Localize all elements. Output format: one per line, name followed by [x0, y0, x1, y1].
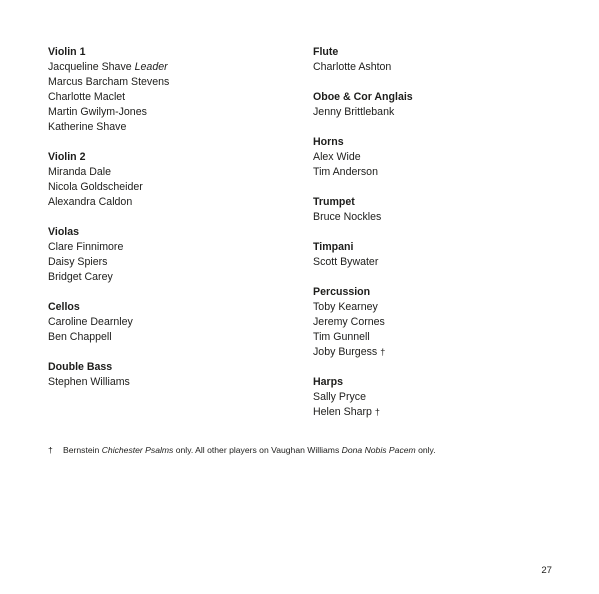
- section-violin-1: [48, 45, 298, 135]
- footnote-text: Bernstein: [63, 445, 102, 455]
- player-name: Scott Bywater: [313, 256, 379, 268]
- footnote-text: only.: [415, 445, 436, 455]
- player-entry: [313, 60, 563, 75]
- section-heading: Oboe & Cor Anglais: [313, 91, 413, 103]
- player-name: Stephen Williams: [48, 376, 130, 388]
- section-heading: Flute: [313, 46, 339, 58]
- player-entry: [313, 345, 563, 360]
- section-heading: Percussion: [313, 286, 371, 298]
- section-heading: Violin 1: [48, 46, 86, 58]
- player-entry: [313, 390, 563, 405]
- player-name: Ben Chappell: [48, 331, 112, 343]
- player-name: Sally Pryce: [313, 391, 366, 403]
- player-name: Alexandra Caldon: [48, 196, 133, 208]
- player-name: Daisy Spiers: [48, 256, 108, 268]
- dagger-mark: †: [380, 347, 386, 357]
- section-harps: [313, 375, 563, 420]
- player-name: Jeremy Cornes: [313, 316, 385, 328]
- player-entry: [313, 105, 563, 120]
- player-entry: [313, 210, 563, 225]
- player-entry: [313, 300, 563, 315]
- player-name: Toby Kearney: [313, 301, 378, 313]
- player-name: Joby Burgess: [313, 346, 378, 358]
- player-entry: [48, 195, 298, 210]
- player-entry: [48, 90, 298, 105]
- player-name: Katherine Shave: [48, 121, 127, 133]
- player-entry: [313, 165, 563, 180]
- page-number: 27: [541, 565, 552, 576]
- player-entry: [313, 255, 563, 270]
- player-name: Miranda Dale: [48, 166, 112, 178]
- player-entry: [48, 375, 298, 390]
- player-entry: [48, 165, 298, 180]
- player-name: Charlotte Ashton: [313, 61, 392, 73]
- player-name: Caroline Dearnley: [48, 316, 133, 328]
- section-violas: [48, 225, 298, 285]
- player-name: Clare Finnimore: [48, 241, 124, 253]
- player-entry: [313, 315, 563, 330]
- player-name: Helen Sharp: [313, 406, 372, 418]
- player-name: Jacqueline Shave: [48, 61, 132, 73]
- player-name: Jenny Brittlebank: [313, 106, 395, 118]
- player-name: Tim Anderson: [313, 166, 378, 178]
- section-trumpet: [313, 195, 563, 225]
- footnote-work-title: Dona Nobis Pacem: [341, 445, 416, 455]
- section-double-bass: [48, 360, 298, 390]
- player-entry: [48, 240, 298, 255]
- section-heading: Violas: [48, 226, 80, 238]
- section-heading: Horns: [313, 136, 344, 148]
- section-heading: Harps: [313, 376, 344, 388]
- player-entry: [48, 105, 298, 120]
- section-flute: [313, 45, 563, 75]
- section-timpani: [313, 240, 563, 270]
- player-entry: [48, 120, 298, 135]
- section-heading: Violin 2: [48, 151, 86, 163]
- section-heading: Cellos: [48, 301, 80, 313]
- left-column: [48, 45, 298, 405]
- right-column: [313, 45, 563, 435]
- player-entry: [313, 330, 563, 345]
- section-cellos: [48, 300, 298, 345]
- player-entry: [48, 75, 298, 90]
- section-oboe-and-cor-anglais: [313, 90, 563, 120]
- section-heading: Trumpet: [313, 196, 355, 208]
- section-horns: [313, 135, 563, 180]
- footnote-dagger: †: [48, 445, 53, 455]
- player-name: Charlotte Maclet: [48, 91, 126, 103]
- player-entry: [313, 150, 563, 165]
- section-percussion: [313, 285, 563, 360]
- player-name: Bridget Carey: [48, 271, 113, 283]
- player-entry: [48, 255, 298, 270]
- player-entry: [48, 270, 298, 285]
- footnote-text: only. All other players on Vaughan Williams: [173, 445, 342, 455]
- player-name: Bruce Nockles: [313, 211, 382, 223]
- player-entry: [313, 405, 563, 420]
- section-heading: Double Bass: [48, 361, 113, 373]
- player-name: Marcus Barcham Stevens: [48, 76, 170, 88]
- footnote: [48, 444, 436, 456]
- footnote-work-title: Chichester Psalms: [101, 445, 174, 455]
- section-violin-2: [48, 150, 298, 210]
- player-role: Leader: [134, 61, 168, 73]
- player-name: Alex Wide: [313, 151, 361, 163]
- player-name: Tim Gunnell: [313, 331, 370, 343]
- player-name: Nicola Goldscheider: [48, 181, 143, 193]
- player-name: Martin Gwilym-Jones: [48, 106, 147, 118]
- dagger-mark: †: [374, 407, 380, 417]
- player-entry: [48, 180, 298, 195]
- player-entry: [48, 330, 298, 345]
- player-entry: [48, 315, 298, 330]
- player-entry: [48, 60, 298, 75]
- section-heading: Timpani: [313, 241, 354, 253]
